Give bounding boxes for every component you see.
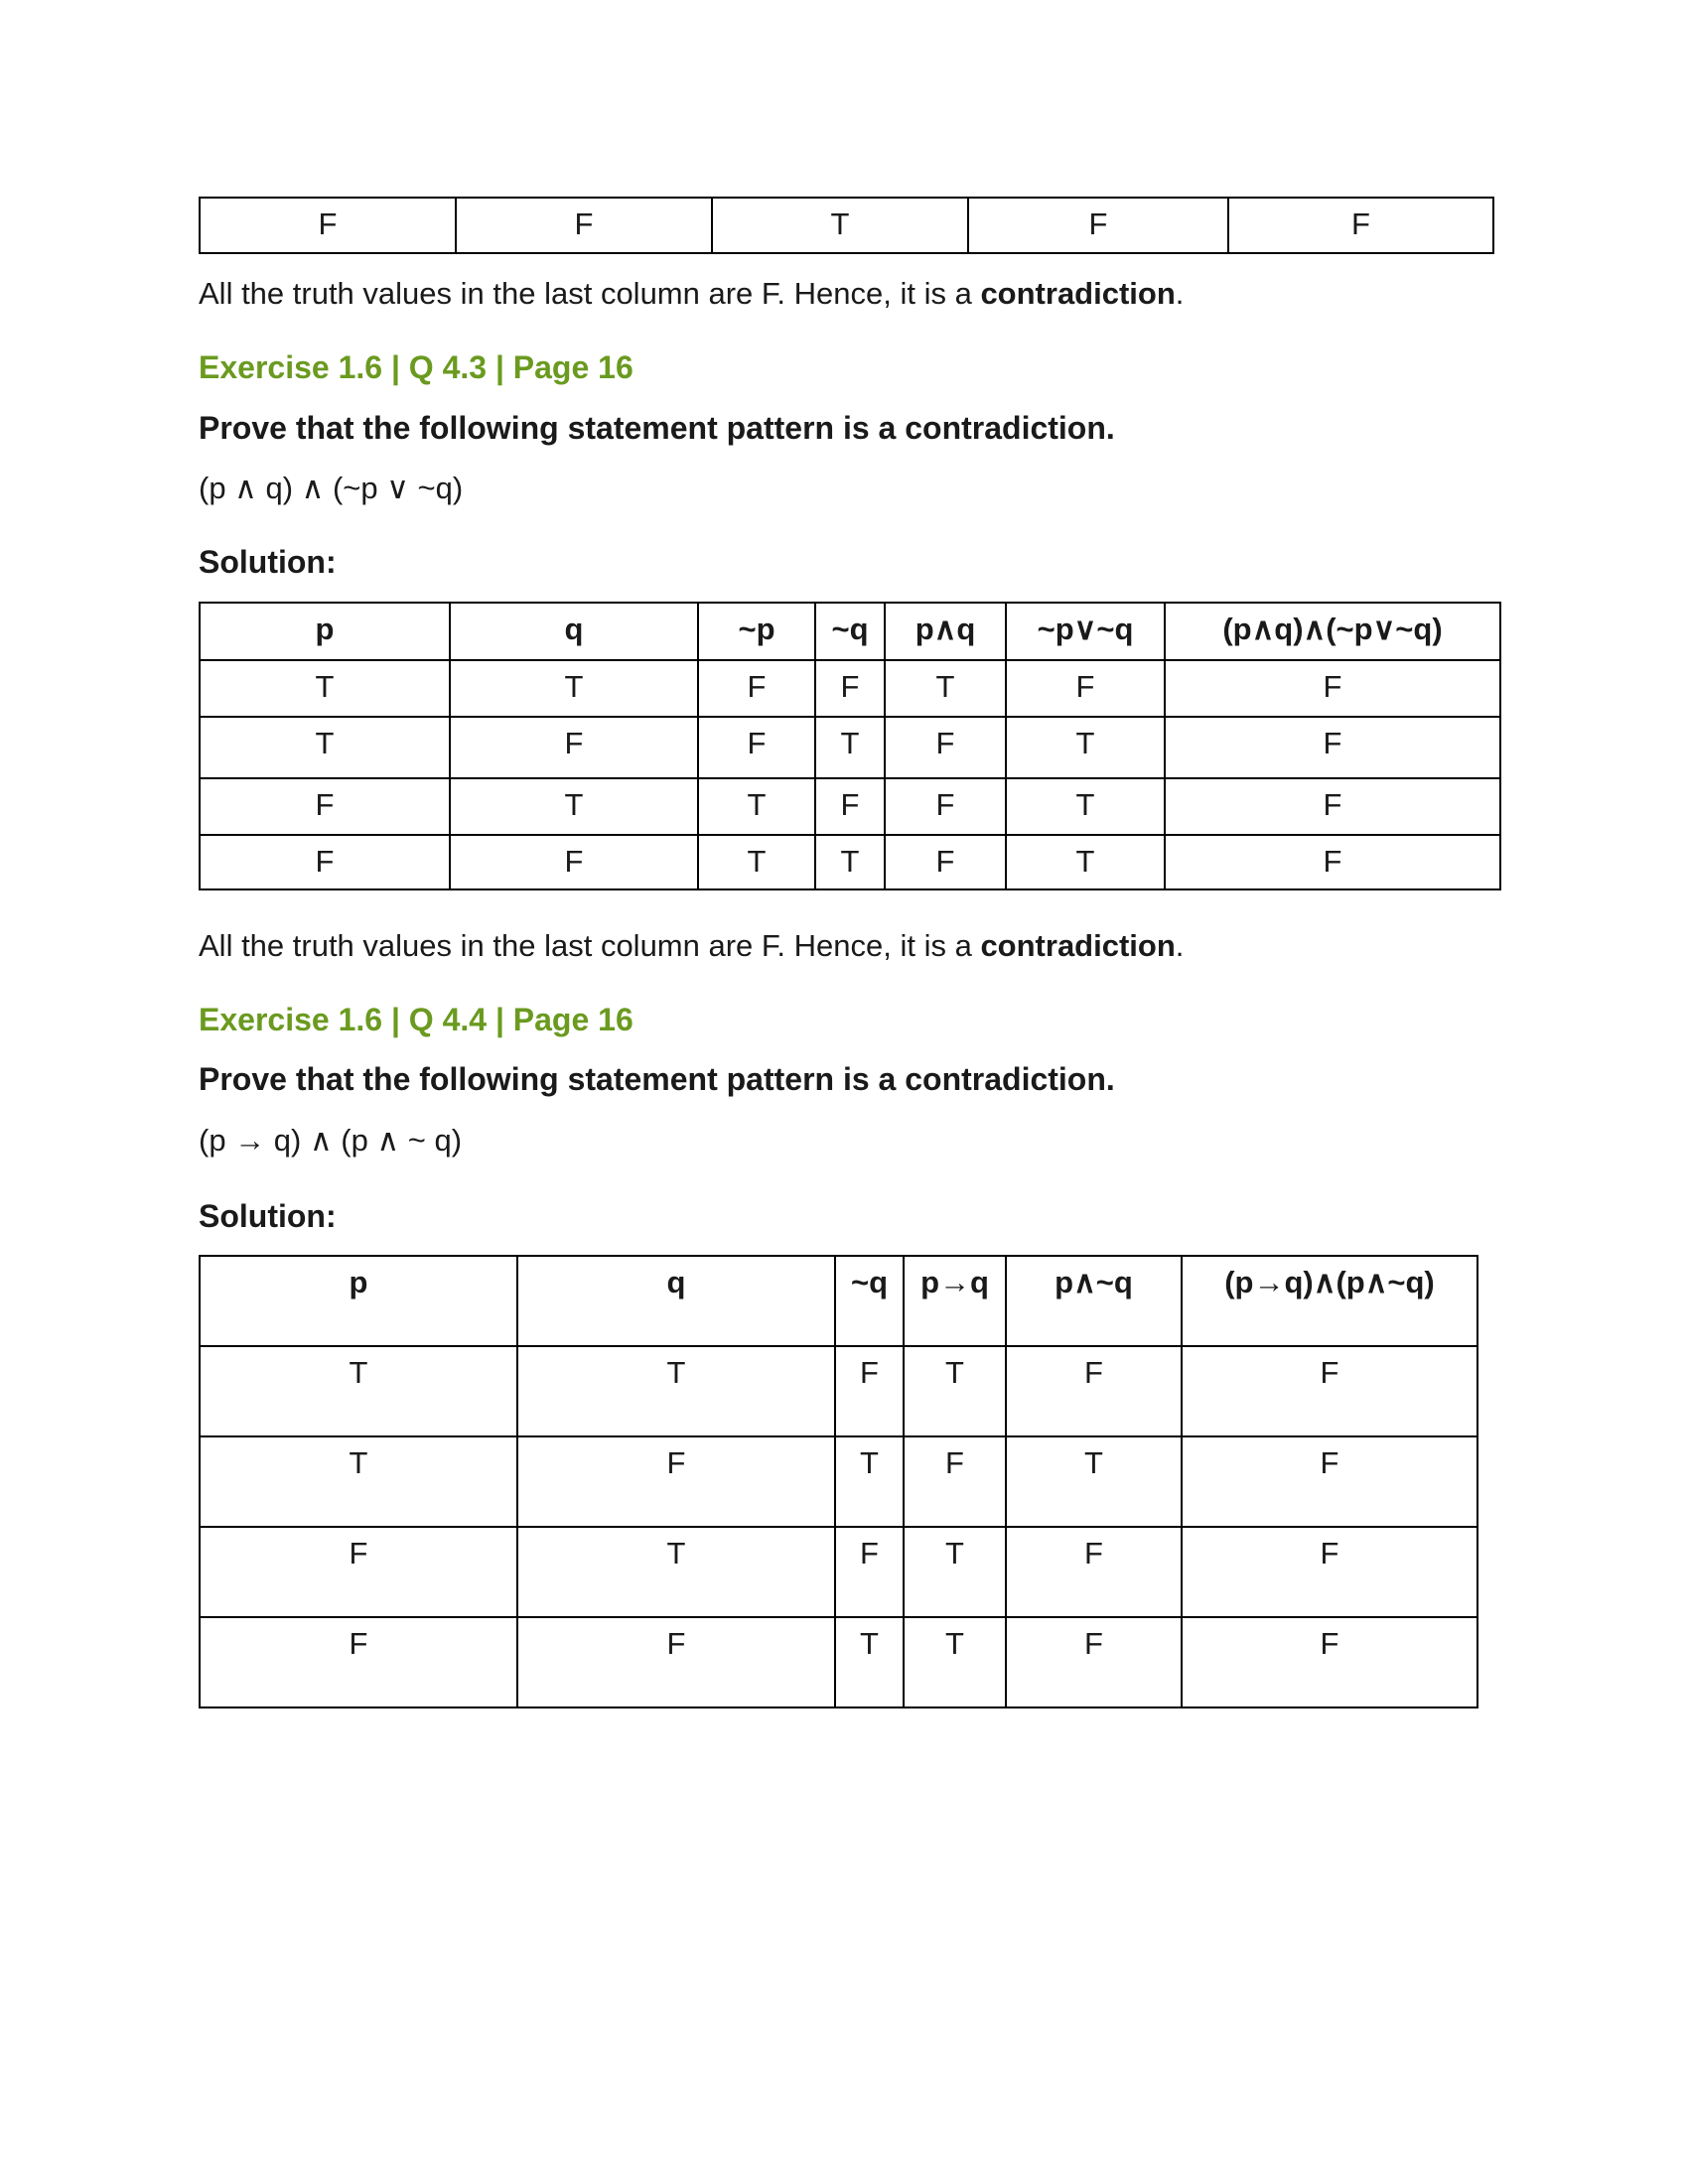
column-header: ~p xyxy=(698,603,815,660)
table-cell: T xyxy=(1006,717,1165,778)
table-cell: T xyxy=(200,660,450,717)
table-row xyxy=(200,778,1500,835)
table-cell: F xyxy=(517,1617,835,1707)
table-cell: F xyxy=(200,835,450,889)
table-cell: F xyxy=(835,1346,904,1436)
table-cell: T xyxy=(200,1346,517,1436)
column-header: (p→q)∧(p∧~q) xyxy=(1182,1256,1477,1346)
table-cell: T xyxy=(904,1346,1006,1436)
conclusion-text: All the truth values in the last column are F. Hence, it is a contradiction. xyxy=(199,928,1185,963)
column-header: (p∧q)∧(~p∨~q) xyxy=(1165,603,1500,660)
table-cell: T xyxy=(517,1527,835,1617)
table-cell: T xyxy=(1006,835,1165,889)
question-text: Prove that the following statement pattern is a contradiction. xyxy=(199,410,1115,446)
top-truth-table xyxy=(199,197,1494,254)
table-row xyxy=(200,198,1493,253)
table-cell: T xyxy=(517,1346,835,1436)
table-cell: T xyxy=(698,835,815,889)
column-header: p xyxy=(200,603,450,660)
table-row xyxy=(200,660,1500,717)
table-cell: F xyxy=(885,717,1006,778)
table-cell: F xyxy=(450,835,698,889)
column-header: ~q xyxy=(835,1256,904,1346)
question-text: Prove that the following statement pattern is a contradiction. xyxy=(199,1061,1115,1097)
column-header: p→q xyxy=(904,1256,1006,1346)
table-cell: T xyxy=(712,198,968,253)
table-cell: T xyxy=(835,1617,904,1707)
table-cell: F xyxy=(200,1617,517,1707)
column-header: ~q xyxy=(815,603,885,660)
statement-pattern: (p ∧ q) ∧ (~p ∨ ~q) xyxy=(199,471,464,505)
table-cell: T xyxy=(885,660,1006,717)
table-cell: F xyxy=(1165,660,1500,717)
table-cell: F xyxy=(1165,778,1500,835)
table-cell: T xyxy=(1006,1436,1182,1527)
table-cell: F xyxy=(815,778,885,835)
table-cell: F xyxy=(1182,1617,1477,1707)
table-cell: F xyxy=(1182,1436,1477,1527)
table-cell: F xyxy=(815,660,885,717)
exercise-heading: Exercise 1.6 | Q 4.4 | Page 16 xyxy=(199,1002,633,1037)
column-header: p xyxy=(200,1256,517,1346)
table-header-row xyxy=(200,1256,1477,1346)
table-cell: F xyxy=(968,198,1228,253)
column-header: q xyxy=(517,1256,835,1346)
table-cell: T xyxy=(904,1527,1006,1617)
table-row xyxy=(200,1617,1477,1707)
table-row xyxy=(200,835,1500,889)
table-header-row xyxy=(200,603,1500,660)
table-cell: F xyxy=(698,717,815,778)
table-cell: T xyxy=(904,1617,1006,1707)
table-row xyxy=(200,1527,1477,1617)
table-cell: F xyxy=(698,660,815,717)
column-header: p∧~q xyxy=(1006,1256,1182,1346)
solution-label: Solution: xyxy=(199,544,337,580)
table-cell: F xyxy=(450,717,698,778)
table-cell: F xyxy=(1006,1617,1182,1707)
column-header: q xyxy=(450,603,698,660)
column-header: p∧q xyxy=(885,603,1006,660)
table-cell: F xyxy=(1006,660,1165,717)
column-header: ~p∨~q xyxy=(1006,603,1165,660)
table-cell: F xyxy=(1165,835,1500,889)
table-cell: F xyxy=(1228,198,1493,253)
table-cell: F xyxy=(885,778,1006,835)
truth-table-4-3 xyxy=(199,602,1501,890)
table-row xyxy=(200,717,1500,778)
table-cell: F xyxy=(1165,717,1500,778)
table-cell: F xyxy=(1182,1346,1477,1436)
table-cell: F xyxy=(1006,1527,1182,1617)
table-cell: F xyxy=(1182,1527,1477,1617)
table-cell: F xyxy=(200,778,450,835)
table-row xyxy=(200,1436,1477,1527)
table-cell: T xyxy=(698,778,815,835)
table-cell: F xyxy=(517,1436,835,1527)
conclusion-text: All the truth values in the last column are F. Hence, it is a contradiction. xyxy=(199,276,1185,311)
table-cell: F xyxy=(885,835,1006,889)
truth-table-4-4 xyxy=(199,1255,1478,1708)
exercise-heading: Exercise 1.6 | Q 4.3 | Page 16 xyxy=(199,349,633,385)
table-cell: F xyxy=(200,1527,517,1617)
table-cell: F xyxy=(200,198,456,253)
table-cell: T xyxy=(815,717,885,778)
table-cell: T xyxy=(450,660,698,717)
table-cell: T xyxy=(200,717,450,778)
solution-label: Solution: xyxy=(199,1198,337,1234)
table-cell: F xyxy=(1006,1346,1182,1436)
table-cell: F xyxy=(904,1436,1006,1527)
table-cell: T xyxy=(200,1436,517,1527)
table-cell: F xyxy=(835,1527,904,1617)
table-cell: T xyxy=(815,835,885,889)
table-cell: T xyxy=(1006,778,1165,835)
statement-pattern: (p → q) ∧ (p ∧ ~ q) xyxy=(199,1123,463,1158)
table-cell: F xyxy=(456,198,712,253)
table-cell: T xyxy=(835,1436,904,1527)
table-row xyxy=(200,1346,1477,1436)
table-cell: T xyxy=(450,778,698,835)
